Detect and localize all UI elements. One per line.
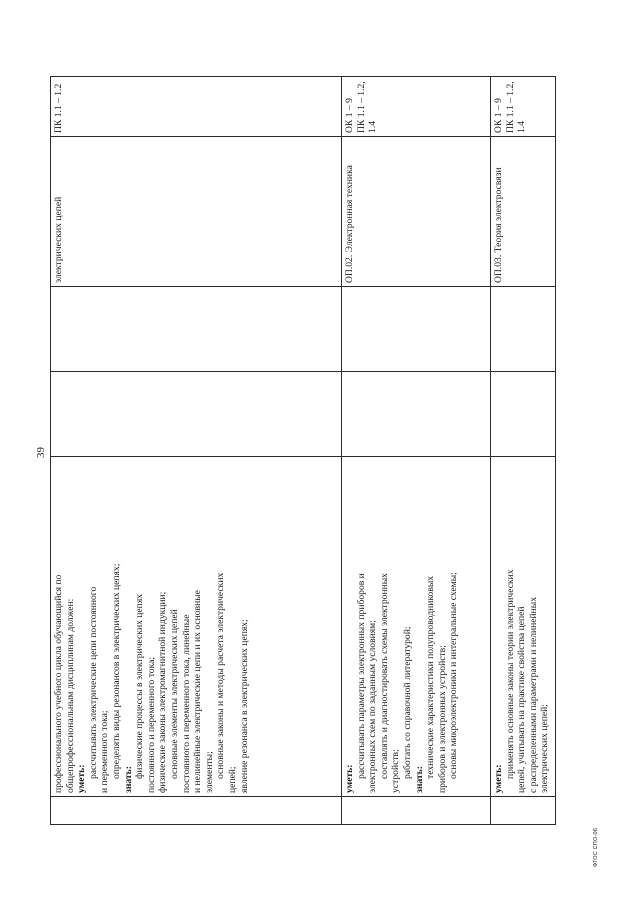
competence-codes-cell — [491, 77, 556, 137]
section-heading: знать: — [122, 766, 134, 793]
requirement-line: цепей, учитывать на практике свойства цепей — [516, 606, 528, 793]
competence-code: 1.4 — [367, 121, 379, 133]
discipline-cell: электрических цепей — [51, 137, 342, 287]
requirement-line: основные элементы электрических цепей — [168, 609, 180, 779]
hours-cell-2 — [342, 287, 491, 372]
requirement-line: и нелинейные электрические цепи и их основные — [192, 590, 204, 793]
requirement-line: электронных схем по заданным условиям; — [367, 620, 379, 793]
index-cell — [342, 797, 491, 825]
index-cell — [51, 797, 342, 825]
competence-code: ОК 1 – 9 — [493, 98, 504, 133]
requirement-line: рассчитывать электрические цепи постоянного — [87, 586, 99, 779]
requirements-cell — [342, 457, 491, 797]
competence-code: ПК 1.1 – 1.2, — [504, 81, 516, 133]
requirement-line: физические законы электромагнитной индукции; — [157, 591, 169, 793]
table-body — [51, 77, 556, 825]
requirement-line: профессионального учебного цикла обучающийся по — [53, 574, 64, 793]
footer-label: ФГОС СПО-06 — [593, 828, 599, 867]
requirement-line: явление резонанса в электрических цепях; — [238, 619, 250, 793]
requirements-cell — [51, 457, 342, 797]
requirement-line: рассчитывать параметры электронных приборов и — [355, 573, 367, 779]
requirement-line: определять виды резонансов в электрических цепях; — [110, 563, 122, 779]
requirement-line: устройств; — [390, 749, 402, 793]
section-heading: уметь: — [493, 764, 504, 793]
discipline-cell: ОП.03. Теория электросвязи — [491, 137, 556, 287]
hours-cell-2 — [51, 287, 342, 372]
requirement-line: элементы; — [203, 751, 215, 793]
requirement-line: приборов и электронных устройств; — [436, 645, 448, 793]
table-row — [342, 77, 491, 825]
competence-code: ОК 1 – 9 — [344, 98, 355, 133]
hours-cell — [51, 372, 342, 457]
requirement-line: с распределенными параметрами и нелинейных — [527, 596, 539, 793]
competence-code: 1.4 — [516, 121, 528, 133]
requirement-line: составлять и диагностировать схемы электронных — [378, 573, 390, 779]
requirement-line: постоянного и переменного тока, линейные — [180, 614, 192, 793]
section-heading: уметь: — [76, 764, 88, 793]
competence-code: ПК 1.1 – 1.2, — [355, 81, 367, 133]
competence-codes-cell — [342, 77, 491, 137]
requirement-line: применять основные законы теории электрических — [504, 569, 516, 779]
section-heading: уметь: — [344, 764, 355, 793]
discipline-cell: ОП.02. Электронная техника — [342, 137, 491, 287]
requirement-line: цепей; — [226, 766, 238, 793]
requirement-line: основы микроэлектроники и интегральные схемы; — [448, 572, 460, 779]
requirements-cell — [491, 457, 556, 797]
requirement-line: основные законы и методы расчета электрических — [215, 572, 227, 779]
requirement-line: технические характеристики полупроводниковых — [425, 575, 437, 779]
hours-cell — [491, 372, 556, 457]
requirement-line: и переменного тока; — [99, 710, 111, 793]
requirement-line: общепрофессиональным дисциплинам должен: — [64, 598, 76, 793]
requirement-line: физические процессы в электрических цепях — [134, 593, 146, 779]
competence-table — [50, 76, 556, 825]
table-row — [491, 77, 556, 825]
page-number: 39 — [35, 447, 47, 458]
requirement-line: электрических цепей; — [539, 704, 551, 793]
competence-code: ПК 1.1 – 1.2 — [53, 83, 64, 133]
hours-cell — [342, 372, 491, 457]
requirement-line: работать со справочной литературой; — [401, 626, 413, 779]
section-heading: знать: — [413, 766, 425, 793]
requirement-line: постоянного и переменного тока; — [145, 656, 157, 793]
competence-codes-cell — [51, 77, 342, 137]
table-row — [51, 77, 342, 825]
index-cell — [491, 797, 556, 825]
hours-cell-2 — [491, 287, 556, 372]
